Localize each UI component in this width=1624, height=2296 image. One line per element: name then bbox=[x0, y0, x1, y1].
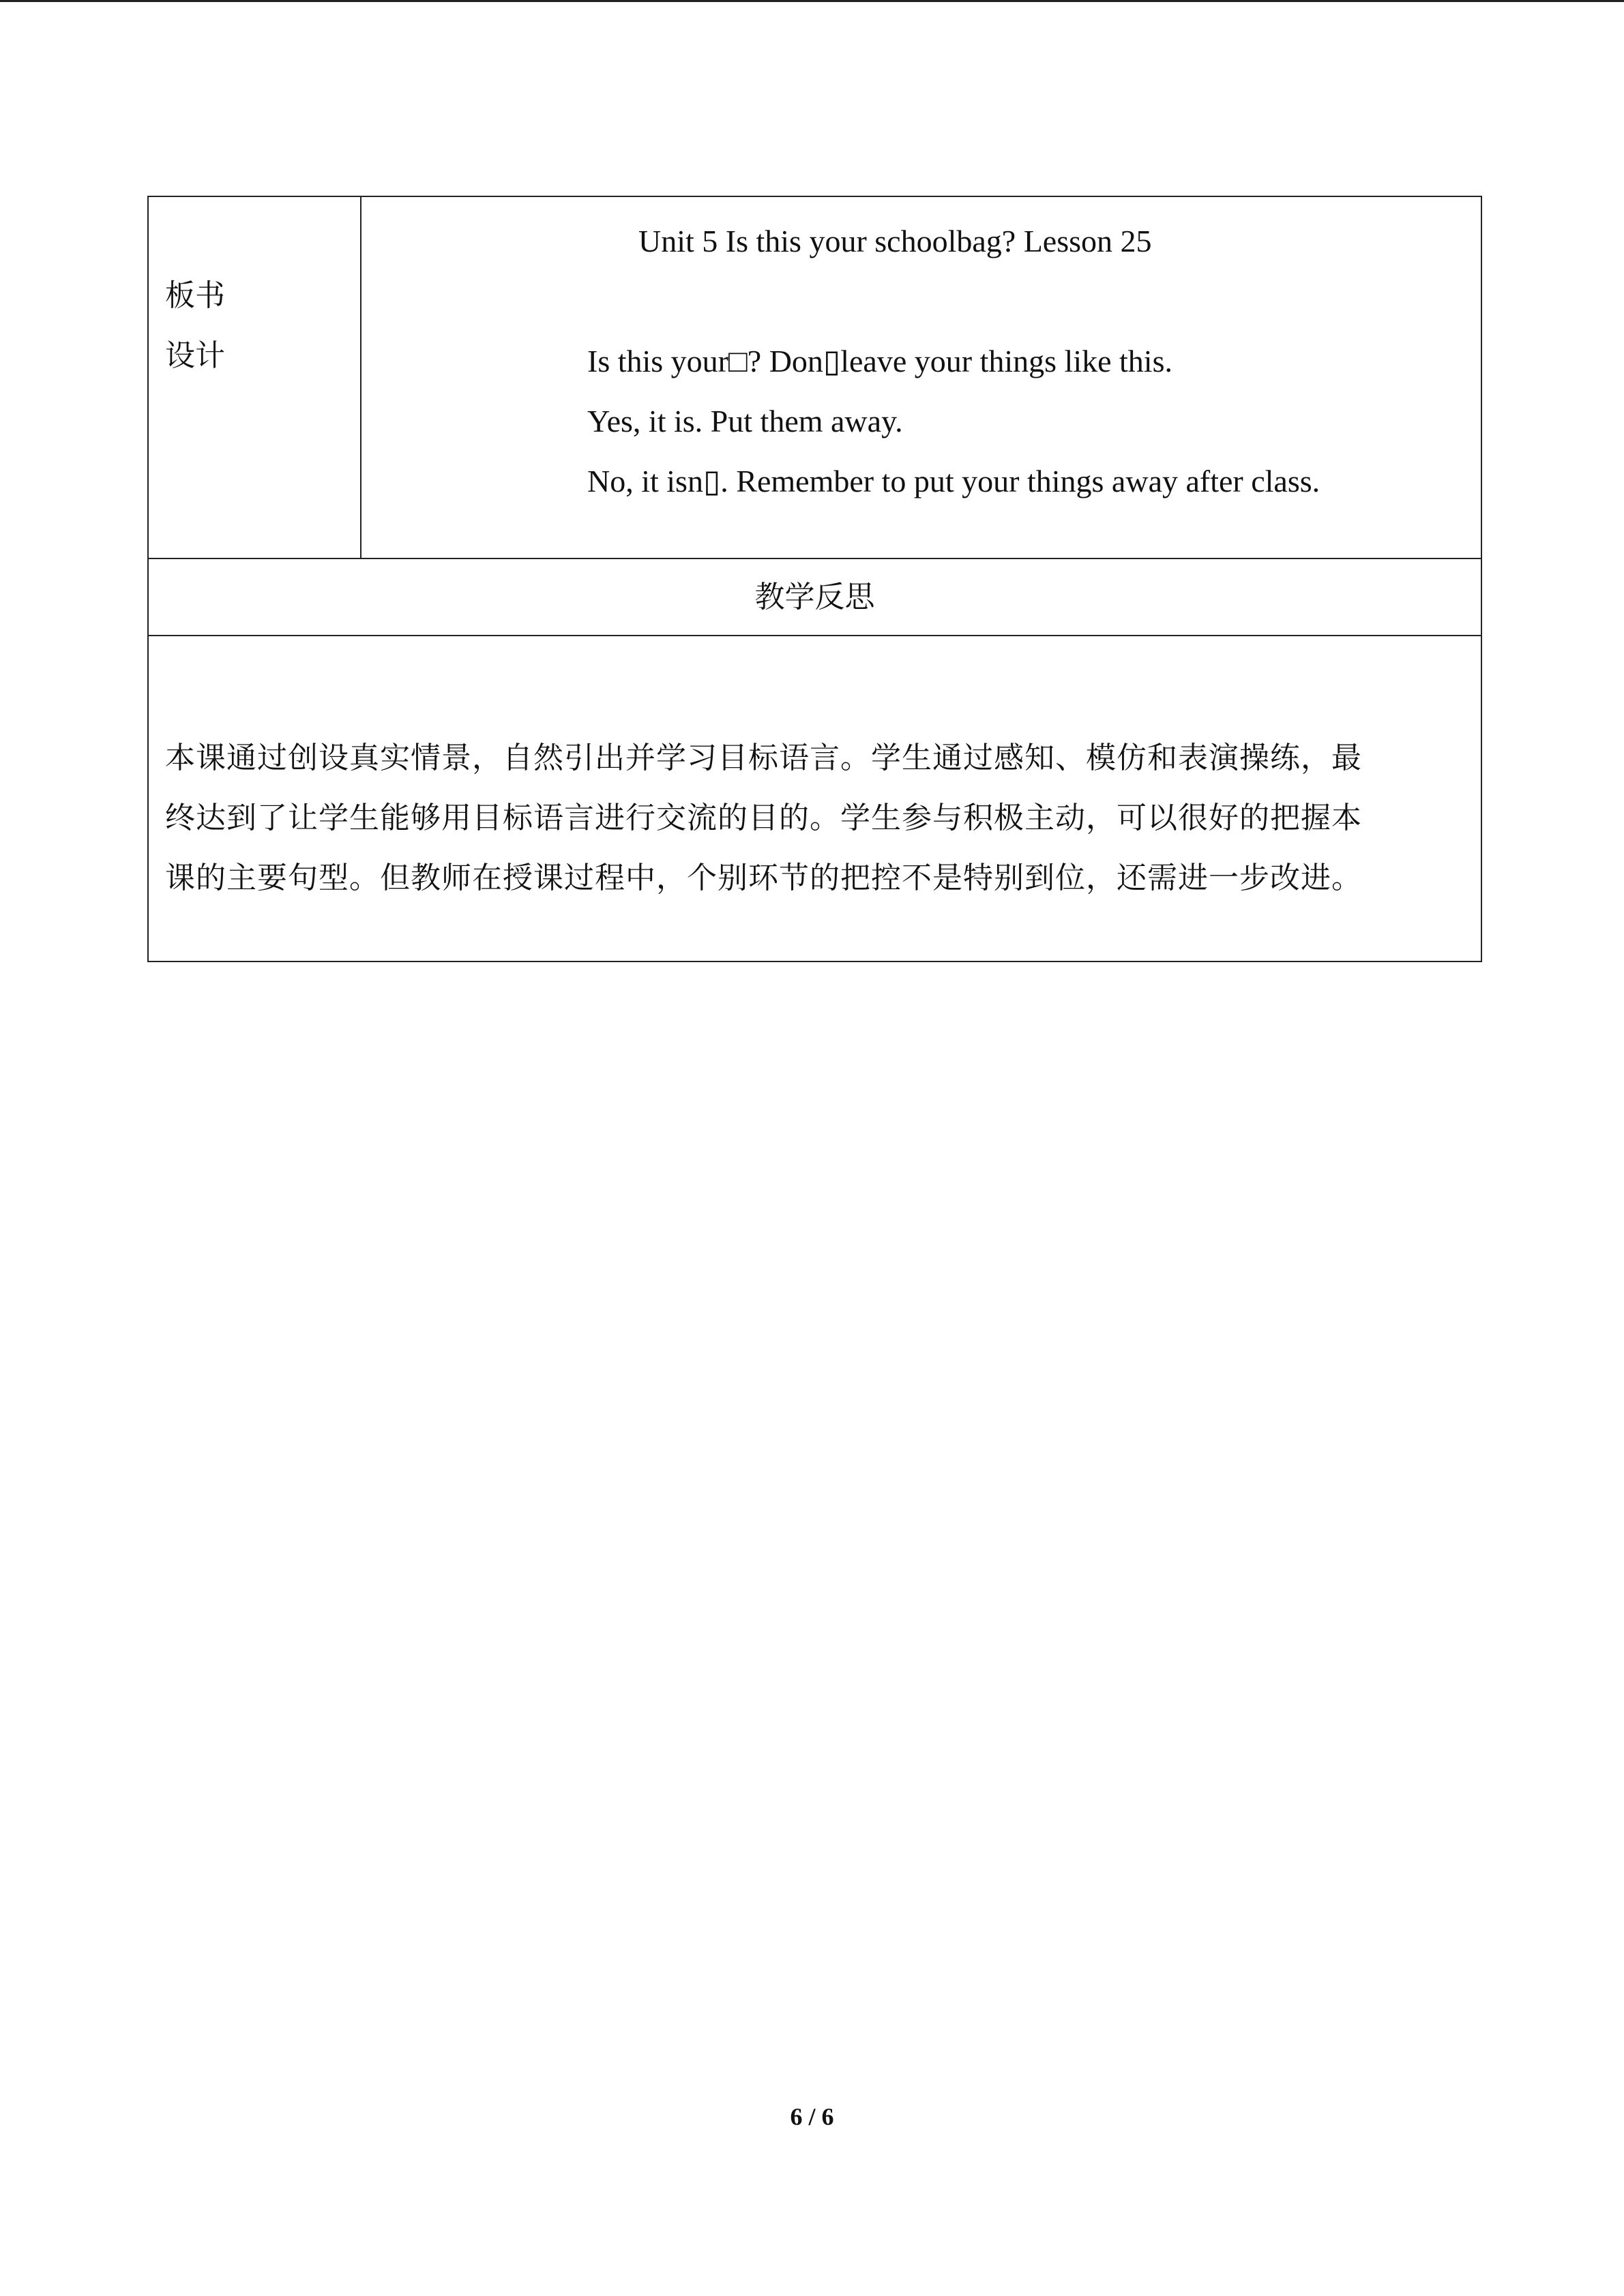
board-design-row bbox=[149, 197, 1481, 559]
board-design-label-line-2: 设计 bbox=[165, 338, 225, 373]
board-design-content-cell bbox=[361, 197, 1481, 558]
lesson-title: Unit 5 Is this your schoolbag? Lesson 25 bbox=[638, 224, 1152, 258]
reflection-header: 教学反思 bbox=[754, 580, 875, 614]
reflection-line-2: 终达到了让学生能够用目标语言进行交流的目的。学生参与积极主动，可以很好的把握本 bbox=[165, 801, 1362, 835]
lesson-plan-table bbox=[147, 196, 1482, 962]
top-border-line bbox=[0, 0, 1624, 2]
reflection-body-row bbox=[149, 636, 1481, 961]
board-design-label-line-1: 板书 bbox=[165, 278, 225, 313]
page-number: 6 / 6 bbox=[790, 2103, 834, 2130]
reflection-header-row bbox=[149, 559, 1481, 636]
reflection-paragraph bbox=[165, 728, 1461, 908]
board-line-1: Is this your□? Don▯leave your things like this. bbox=[587, 344, 1172, 378]
reflection-line-1: 本课通过创设真实情景，自然引出并学习目标语言。学生通过感知、模仿和表演操练，最 bbox=[165, 741, 1362, 775]
reflection-line-3: 课的主要句型。但教师在授课过程中，个别环节的把控不是特别到位，还需进一步改进。 bbox=[165, 861, 1362, 895]
board-line-3: No, it isn▯. Remember to put your things away after class. bbox=[587, 464, 1320, 498]
board-design-label-cell bbox=[149, 197, 361, 558]
board-line-2: Yes, it is. Put them away. bbox=[587, 404, 903, 438]
